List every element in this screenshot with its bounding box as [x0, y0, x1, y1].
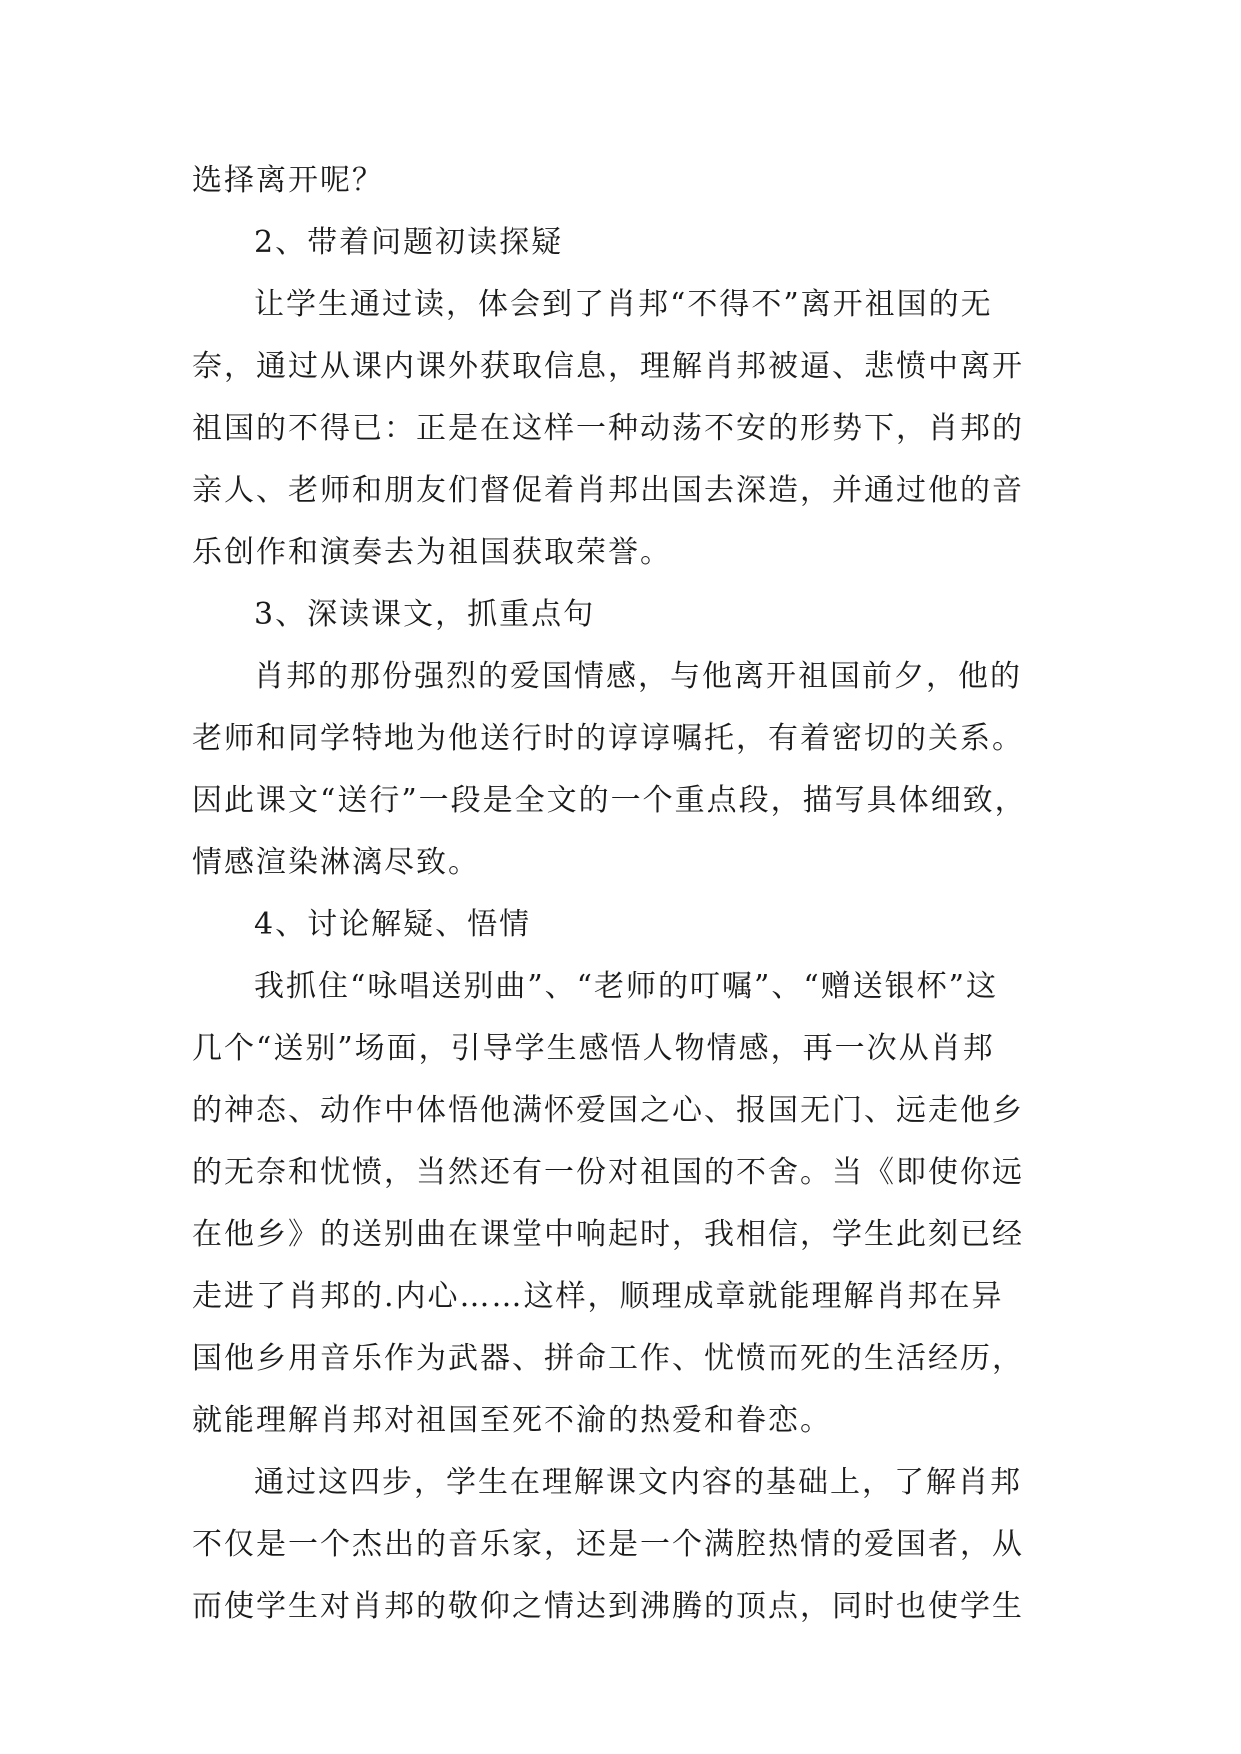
text-line: 通过这四步，学生在理解课文内容的基础上，了解肖邦 [254, 1465, 1022, 1500]
text-line: 而使学生对肖邦的敬仰之情达到沸腾的顶点，同时也使学生 [192, 1589, 1024, 1624]
text-line: 国他乡用音乐作为武器、拼命工作、忧愤而死的生活经历， [192, 1341, 1024, 1376]
text-line: 老师和同学特地为他送行时的谆谆嘱托，有着密切的关系。 [192, 721, 1024, 756]
text-line: 亲人、老师和朋友们督促着肖邦出国去深造，并通过他的音 [192, 473, 1024, 508]
text-line: 祖国的不得已：正是在这样一种动荡不安的形势下，肖邦的 [192, 411, 1024, 446]
text-line: 奈，通过从课内课外获取信息，理解肖邦被逼、悲愤中离开 [192, 349, 1024, 384]
text-line: 情感渲染淋漓尽致。 [192, 845, 480, 880]
text-line: 不仅是一个杰出的音乐家，还是一个满腔热情的爱国者，从 [192, 1527, 1024, 1562]
text-line: 就能理解肖邦对祖国至死不渝的热爱和眷恋。 [192, 1403, 832, 1438]
text-line: 几个“送别”场面，引导学生感悟人物情感，再一次从肖邦 [192, 1031, 995, 1066]
text-line: 在他乡》的送别曲在课堂中响起时，我相信，学生此刻已经 [192, 1217, 1024, 1252]
document-body [192, 150, 1062, 1638]
text-line: 的无奈和忧愤，当然还有一份对祖国的不舍。当《即使你远 [192, 1155, 1024, 1190]
section-heading: 4、讨论解疑、悟情 [254, 907, 532, 942]
section-heading: 3、深读课文，抓重点句 [254, 597, 596, 632]
section-heading: 2、带着问题初读探疑 [254, 225, 564, 260]
text-line: 走进了肖邦的.内心……这样，顺理成章就能理解肖邦在异 [192, 1279, 1004, 1314]
text-line: 的神态、动作中体悟他满怀爱国之心、报国无门、远走他乡 [192, 1093, 1024, 1128]
text-line: 我抓住“咏唱送别曲”、“老师的叮嘱”、“赠送银杯”这 [254, 969, 999, 1004]
text-line: 乐创作和演奏去为祖国获取荣誉。 [192, 535, 672, 570]
text-line: 选择离开呢？ [192, 163, 384, 198]
text-line: 让学生通过读，体会到了肖邦“不得不”离开祖国的无 [254, 287, 993, 322]
text-line: 因此课文“送行”一段是全文的一个重点段，描写具体细致， [192, 783, 1027, 818]
text-line: 肖邦的那份强烈的爱国情感，与他离开祖国前夕，他的 [254, 659, 1022, 694]
